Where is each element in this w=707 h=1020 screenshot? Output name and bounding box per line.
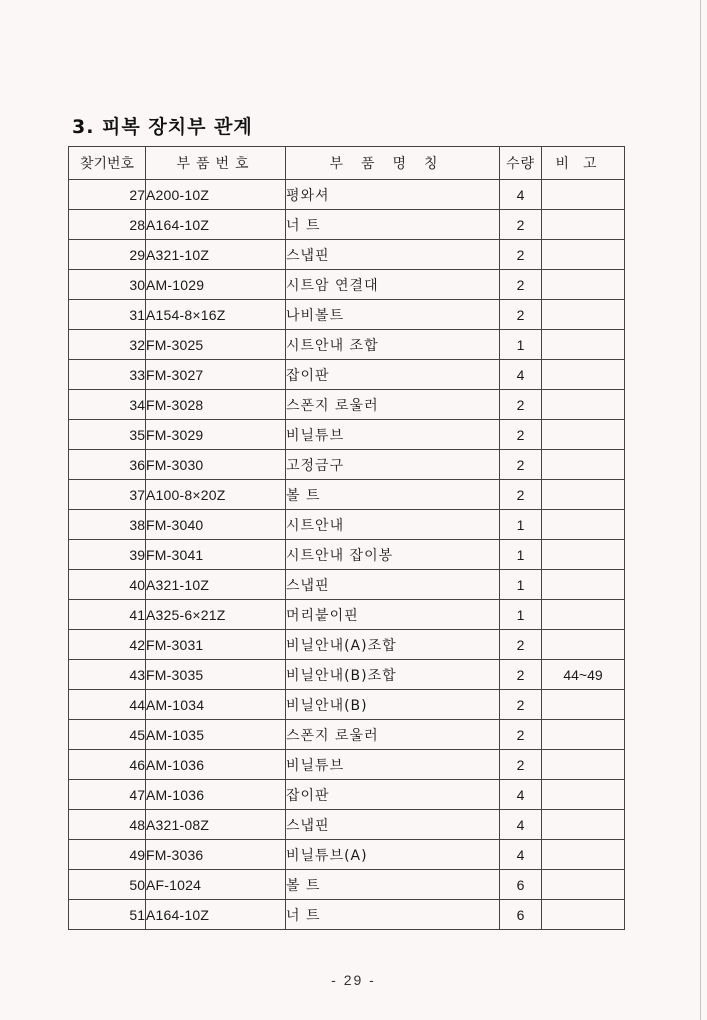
cell-no: 49 — [69, 840, 146, 870]
cell-quantity: 2 — [500, 720, 542, 750]
cell-note — [542, 420, 625, 450]
cell-part-number: A164-10Z — [146, 900, 286, 930]
cell-note — [542, 450, 625, 480]
cell-note — [542, 900, 625, 930]
cell-quantity: 2 — [500, 450, 542, 480]
cell-no: 38 — [69, 510, 146, 540]
cell-part-name: 너 트 — [286, 210, 500, 240]
table-row — [69, 420, 625, 450]
cell-note — [542, 630, 625, 660]
cell-no: 51 — [69, 900, 146, 930]
cell-note: 44~49 — [542, 660, 625, 690]
cell-part-name: 비닐튜브(A) — [286, 840, 500, 870]
cell-note — [542, 300, 625, 330]
cell-part-name: 잡이판 — [286, 780, 500, 810]
cell-note — [542, 270, 625, 300]
cell-note — [542, 360, 625, 390]
cell-part-number: AM-1029 — [146, 270, 286, 300]
cell-no: 43 — [69, 660, 146, 690]
cell-quantity: 2 — [500, 750, 542, 780]
cell-part-number: AM-1035 — [146, 720, 286, 750]
cell-note — [542, 570, 625, 600]
cell-part-number: A200-10Z — [146, 180, 286, 210]
page-number: - 29 - — [331, 972, 376, 988]
table-row — [69, 870, 625, 900]
header-no: 찾기번호 — [69, 147, 146, 180]
table-row — [69, 510, 625, 540]
cell-quantity: 2 — [500, 210, 542, 240]
cell-quantity: 2 — [500, 480, 542, 510]
cell-no: 48 — [69, 810, 146, 840]
cell-no: 41 — [69, 600, 146, 630]
cell-no: 33 — [69, 360, 146, 390]
cell-part-name: 시트안내 잡이봉 — [286, 540, 500, 570]
cell-note — [542, 390, 625, 420]
cell-part-number: A321-08Z — [146, 810, 286, 840]
table-row — [69, 690, 625, 720]
table-row — [69, 300, 625, 330]
cell-part-number: FM-3035 — [146, 660, 286, 690]
cell-part-name: 스폰지 로울러 — [286, 390, 500, 420]
cell-quantity: 2 — [500, 690, 542, 720]
cell-quantity: 1 — [500, 510, 542, 540]
cell-part-name: 볼 트 — [286, 480, 500, 510]
cell-part-name: 시트안내 조합 — [286, 330, 500, 360]
table-row — [69, 360, 625, 390]
cell-note — [542, 750, 625, 780]
cell-note — [542, 510, 625, 540]
cell-note — [542, 330, 625, 360]
cell-part-name: 스냅핀 — [286, 240, 500, 270]
cell-quantity: 2 — [500, 300, 542, 330]
cell-note — [542, 690, 625, 720]
cell-note — [542, 840, 625, 870]
cell-part-name: 스냅핀 — [286, 570, 500, 600]
cell-part-name: 너 트 — [286, 900, 500, 930]
table-row — [69, 840, 625, 870]
cell-part-number: FM-3041 — [146, 540, 286, 570]
cell-part-number: AM-1036 — [146, 780, 286, 810]
cell-no: 27 — [69, 180, 146, 210]
cell-no: 44 — [69, 690, 146, 720]
cell-quantity: 1 — [500, 600, 542, 630]
cell-note — [542, 480, 625, 510]
cell-part-number: A100-8×20Z — [146, 480, 286, 510]
table-row — [69, 720, 625, 750]
cell-part-name: 볼 트 — [286, 870, 500, 900]
cell-part-number: A321-10Z — [146, 240, 286, 270]
cell-part-name: 잡이판 — [286, 360, 500, 390]
cell-part-name: 스폰지 로울러 — [286, 720, 500, 750]
table-row — [69, 630, 625, 660]
table-row — [69, 450, 625, 480]
cell-quantity: 4 — [500, 810, 542, 840]
cell-no: 47 — [69, 780, 146, 810]
table-row — [69, 270, 625, 300]
header-quantity: 수량 — [500, 147, 542, 180]
cell-note — [542, 810, 625, 840]
cell-quantity: 4 — [500, 360, 542, 390]
cell-no: 39 — [69, 540, 146, 570]
cell-part-number: FM-3029 — [146, 420, 286, 450]
cell-part-name: 고정금구 — [286, 450, 500, 480]
cell-part-name: 비닐안내(A)조합 — [286, 630, 500, 660]
table-row — [69, 810, 625, 840]
table-row — [69, 570, 625, 600]
cell-no: 30 — [69, 270, 146, 300]
cell-quantity: 2 — [500, 420, 542, 450]
cell-quantity: 2 — [500, 660, 542, 690]
cell-part-number: A321-10Z — [146, 570, 286, 600]
cell-part-name: 시트안내 — [286, 510, 500, 540]
cell-no: 45 — [69, 720, 146, 750]
section-title: 3. 피복 장치부 관계 — [72, 116, 253, 138]
cell-no: 36 — [69, 450, 146, 480]
cell-part-number: AM-1036 — [146, 750, 286, 780]
cell-part-number: A164-10Z — [146, 210, 286, 240]
cell-part-number: FM-3025 — [146, 330, 286, 360]
cell-no: 34 — [69, 390, 146, 420]
table-row — [69, 480, 625, 510]
cell-part-number: FM-3028 — [146, 390, 286, 420]
cell-quantity: 2 — [500, 240, 542, 270]
cell-quantity: 2 — [500, 270, 542, 300]
cell-part-number: FM-3030 — [146, 450, 286, 480]
cell-no: 46 — [69, 750, 146, 780]
table-row — [69, 210, 625, 240]
cell-no: 29 — [69, 240, 146, 270]
cell-part-number: AM-1034 — [146, 690, 286, 720]
cell-part-number: FM-3027 — [146, 360, 286, 390]
cell-part-name: 스냅핀 — [286, 810, 500, 840]
cell-no: 42 — [69, 630, 146, 660]
cell-no: 32 — [69, 330, 146, 360]
table-row — [69, 750, 625, 780]
cell-part-number: A325-6×21Z — [146, 600, 286, 630]
cell-part-name: 비닐안내(B) — [286, 690, 500, 720]
cell-note — [542, 780, 625, 810]
cell-part-number: FM-3031 — [146, 630, 286, 660]
cell-part-name: 평와셔 — [286, 180, 500, 210]
table-row — [69, 330, 625, 360]
cell-note — [542, 180, 625, 210]
cell-quantity: 1 — [500, 330, 542, 360]
cell-note — [542, 600, 625, 630]
table-row — [69, 900, 625, 930]
cell-no: 35 — [69, 420, 146, 450]
cell-note — [542, 720, 625, 750]
cell-part-name: 비닐튜브 — [286, 750, 500, 780]
cell-part-name: 나비볼트 — [286, 300, 500, 330]
cell-note — [542, 210, 625, 240]
cell-quantity: 1 — [500, 540, 542, 570]
cell-no: 28 — [69, 210, 146, 240]
cell-part-name: 비닐안내(B)조합 — [286, 660, 500, 690]
page-edge-line — [700, 0, 701, 1020]
cell-quantity: 6 — [500, 900, 542, 930]
cell-quantity: 1 — [500, 570, 542, 600]
cell-part-number: FM-3036 — [146, 840, 286, 870]
cell-part-name: 시트암 연결대 — [286, 270, 500, 300]
cell-no: 40 — [69, 570, 146, 600]
parts-table — [68, 146, 625, 930]
cell-part-number: A154-8×16Z — [146, 300, 286, 330]
cell-part-number: AF-1024 — [146, 870, 286, 900]
cell-quantity: 4 — [500, 780, 542, 810]
table-row — [69, 540, 625, 570]
cell-quantity: 4 — [500, 180, 542, 210]
cell-part-name: 비닐튜브 — [286, 420, 500, 450]
header-part-name: 부품명칭 — [286, 147, 500, 180]
cell-quantity: 2 — [500, 390, 542, 420]
table-row — [69, 390, 625, 420]
table-row — [69, 780, 625, 810]
cell-quantity: 6 — [500, 870, 542, 900]
table-row — [69, 180, 625, 210]
header-part-number: 부품번호 — [146, 147, 286, 180]
cell-quantity: 4 — [500, 840, 542, 870]
cell-quantity: 2 — [500, 630, 542, 660]
cell-no: 31 — [69, 300, 146, 330]
cell-note — [542, 540, 625, 570]
table-row — [69, 240, 625, 270]
table-row — [69, 660, 625, 690]
cell-no: 37 — [69, 480, 146, 510]
table-header-row — [69, 147, 625, 180]
header-note: 비고 — [542, 147, 625, 180]
cell-part-number: FM-3040 — [146, 510, 286, 540]
table-body — [69, 180, 625, 930]
cell-note — [542, 240, 625, 270]
cell-note — [542, 870, 625, 900]
cell-no: 50 — [69, 870, 146, 900]
cell-part-name: 머리붙이핀 — [286, 600, 500, 630]
table-row — [69, 600, 625, 630]
